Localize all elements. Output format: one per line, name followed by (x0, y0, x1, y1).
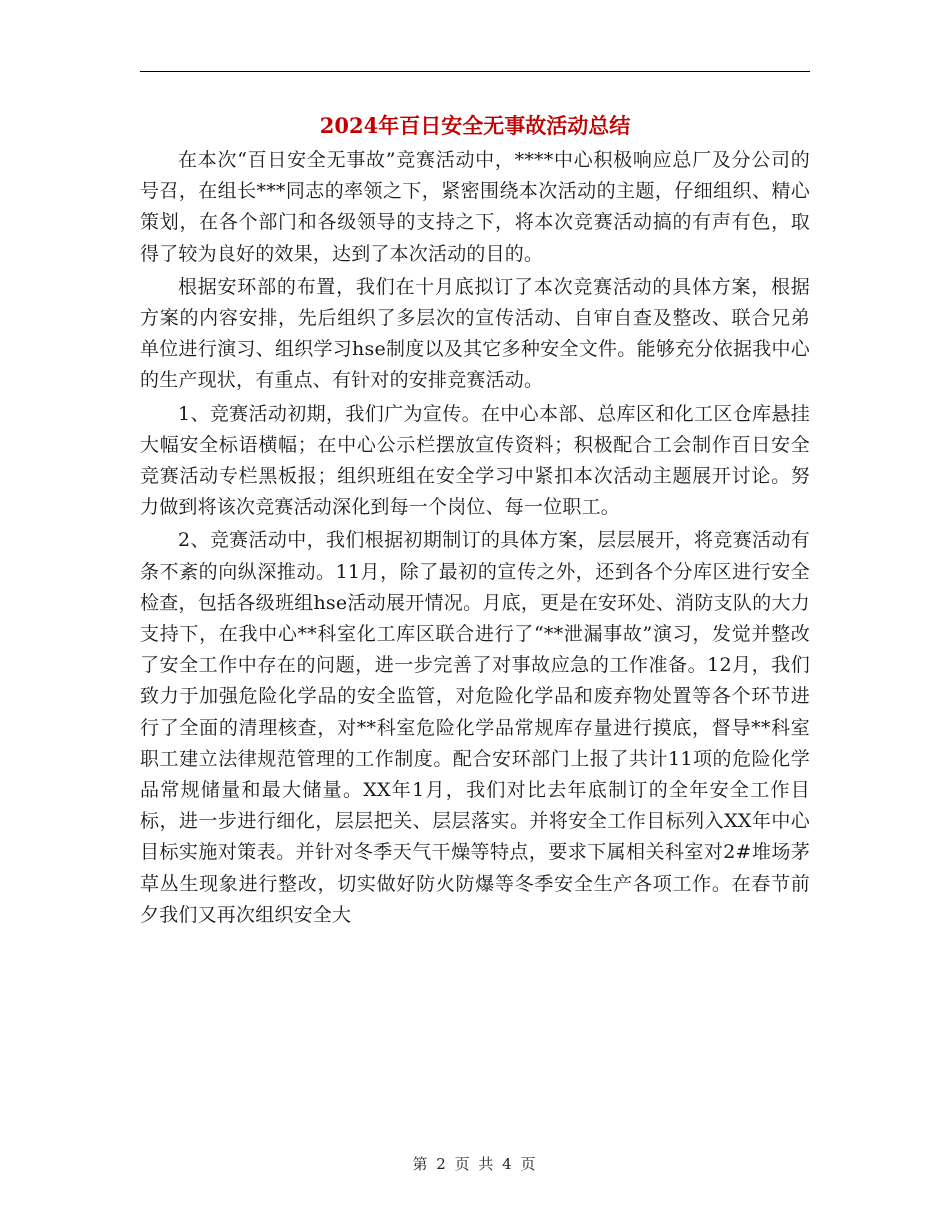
document-title: 2024年百日安全无事故活动总结 (319, 113, 631, 138)
page-number: 第 2 页 共 4 页 (412, 1155, 538, 1173)
paragraph-intro: 在本次“百日安全无事故”竞赛活动中，****中心积极响应总厂及分公司的号召，在组长***同志的率领之下，紧密围绕本次活动的主题，仔细组织、精心策划，在各个部门和各级领导的支持之下，将本次竞赛活动搞的有声有色，取得了较为良好的效果，达到了本次活动的目的。 (140, 149, 810, 265)
paragraph-plan: 根据安环部的布置，我们在十月底拟订了本次竞赛活动的具体方案，根据方案的内容安排，先后组织了多层次的宣传活动、自审自查及整改、联合兄弟单位进行演习、组织学习hse制度以及其它多种安全文件。能够充分依据我中心的生产现状，有重点、有针对的安排竞赛活动。 (140, 275, 810, 392)
document-body (140, 145, 810, 933)
paragraph-item-1: 1、竞赛活动初期，我们广为宣传。在中心本部、总库区和化工区仓库悬挂大幅安全标语横幅；在中心公示栏摆放宣传资料；积极配合工会制作百日安全竞赛活动专栏黑板报；组织班组在安全学习中紧扣本次活动主题展开讨论。努力做到将该次竞赛活动深化到每一个岗位、每一位职工。 (140, 402, 810, 519)
header-rule (140, 71, 810, 72)
paragraph-item-2: 2、竞赛活动中，我们根据初期制订的具体方案，层层展开，将竞赛活动有条不紊的向纵深推动。11月，除了最初的宣传之外，还到各个分库区进行安全检查，包括各级班组hse活动展开情况。月底，更是在安环处、消防支队的大力支持下，在我中心**科室化工库区联合进行了“**泄漏事故”演习，发觉并整改了安全工作中存在的问题，进一步完善了对事故应急的工作准备。12月，我们致力于加强危险化学品的安全监管，对危险化学品和废弃物处置等各个环节进行了全面的清理核查，对**科室危险化学品常规库存量进行摸底，督导**科室职工建立法律规范管理的工作制度。配合安环部门上报了共计11项的危险化学品常规储量和最大储量。XX年1月，我们对比去年底制订的全年安全工作目标，进一步进行细化，层层把关、层层落实。并将安全工作目标列入XX年中心目标实施对策表。并针对冬季天气干燥等特点，要求下属相关科室对2#堆场茅草丛生现象进行整改，切实做好防火防爆等冬季安全生产各项工作。在春节前夕我们又再次组织安全大 (140, 529, 810, 926)
